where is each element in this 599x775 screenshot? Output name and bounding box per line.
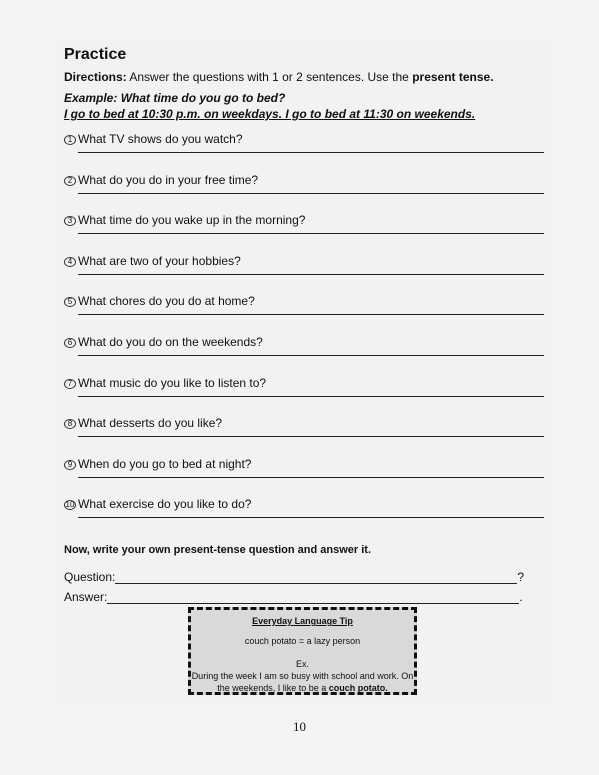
question-number: 7 <box>64 379 76 389</box>
answer-end: . <box>519 590 523 604</box>
question-item <box>64 132 544 146</box>
answer-line[interactable] <box>78 193 544 194</box>
question-item <box>64 497 544 511</box>
question-text: What do you do on the weekends? <box>78 335 263 349</box>
question-text: What desserts do you like? <box>78 416 223 431</box>
question-text: What are two of your hobbies? <box>78 253 241 268</box>
answer-line[interactable] <box>78 517 544 518</box>
question-number: 1 <box>64 135 76 145</box>
page-number: 10 <box>293 719 306 734</box>
question-text: What music do you like to listen to? <box>78 375 267 390</box>
question-item <box>64 254 544 268</box>
language-tip-box <box>188 607 417 695</box>
question-text: What chores do you do at home? <box>78 294 255 309</box>
page-title: Practice <box>64 46 127 63</box>
own-question-heading: Now, write your own present-tense question and answer it. <box>64 544 372 556</box>
own-answer-row <box>64 590 523 604</box>
answer-line[interactable] <box>78 314 544 315</box>
directions <box>64 70 494 84</box>
question-blank[interactable] <box>115 571 517 584</box>
question-number: 10 <box>65 500 75 510</box>
question-number: 2 <box>64 176 76 186</box>
question-number: 9 <box>64 460 76 470</box>
question-end: ? <box>517 570 525 584</box>
tip-title: Everyday Language Tip <box>252 616 353 626</box>
question-item <box>64 376 544 390</box>
question-item <box>64 173 544 187</box>
tip-example-label: Ex. <box>295 659 309 669</box>
directions-label: Directions: <box>64 70 127 84</box>
answer-line[interactable] <box>78 396 544 397</box>
answer-line[interactable] <box>78 233 544 234</box>
directions-text: Answer the questions with 1 or 2 sentences. Use the <box>126 70 413 84</box>
question-item <box>64 294 544 308</box>
question-text: What do you do in your free time? <box>78 172 259 187</box>
tip-sentence-start: During the week I am so busy with school and work. On the weekends, I like to be a <box>191 671 414 693</box>
answer-line[interactable] <box>78 274 544 275</box>
question-item <box>64 213 544 227</box>
question-text: What exercise do you like to do? <box>78 497 252 512</box>
question-text: What TV shows do you watch? <box>78 132 243 146</box>
tip-example-sentence <box>191 670 414 694</box>
example <box>64 90 475 122</box>
answer-label: Answer: <box>64 590 108 604</box>
question-item <box>64 416 544 430</box>
question-number: 5 <box>64 297 76 307</box>
example-answer: I go to bed at 10:30 p.m. on weekdays. I go to bed at 11:30 on weekends. <box>64 107 476 121</box>
question-item <box>64 457 544 471</box>
tip-sentence-bold: couch potato. <box>328 683 388 693</box>
own-question-row <box>64 570 524 584</box>
tip-definition: couch potato = a lazy person <box>244 636 361 646</box>
question-text: What time do you wake up in the morning? <box>78 213 306 228</box>
example-question: Example: What time do you go to bed? <box>64 91 286 105</box>
question-number: 3 <box>64 216 76 226</box>
answer-line[interactable] <box>78 152 544 153</box>
answer-line[interactable] <box>78 477 544 478</box>
directions-emphasis: present tense. <box>412 70 494 84</box>
answer-line[interactable] <box>78 436 544 437</box>
question-number: 4 <box>64 257 76 267</box>
question-label: Question: <box>64 570 116 584</box>
question-item <box>64 335 544 349</box>
question-number: 8 <box>64 419 76 429</box>
answer-blank[interactable] <box>107 591 519 604</box>
answer-line[interactable] <box>78 355 544 356</box>
question-number: 6 <box>64 338 76 348</box>
question-text: When do you go to bed at night? <box>78 456 252 471</box>
